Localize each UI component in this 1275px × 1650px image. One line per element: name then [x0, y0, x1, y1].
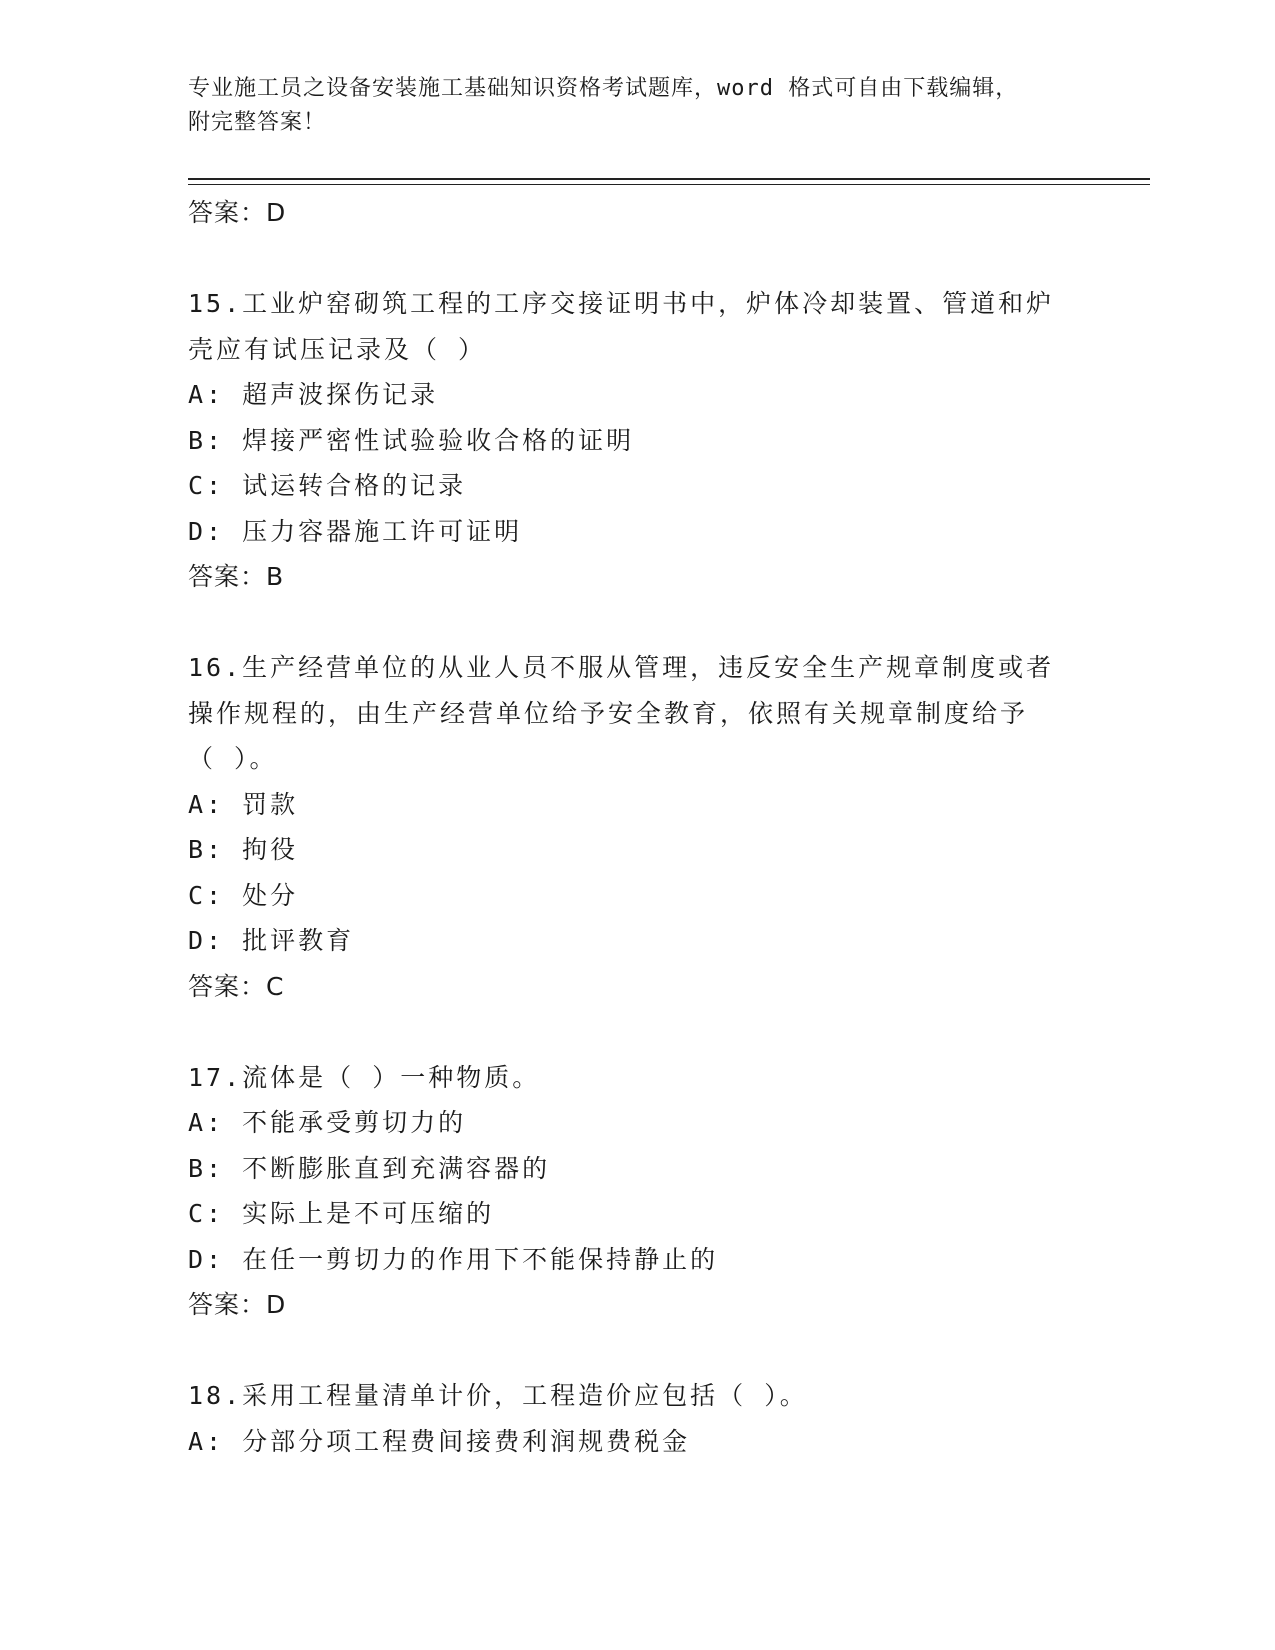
option-a: A: 超声波探伤记录: [188, 380, 439, 409]
question-list: [188, 190, 1088, 1464]
spacer: [188, 1009, 1088, 1055]
header-line-1: 专业施工员之设备安装施工基础知识资格考试题库，word 格式可自由下载编辑，: [188, 76, 1019, 101]
option-a: A: 罚款: [188, 789, 299, 819]
option-c: C: 试运转合格的记录: [188, 471, 467, 500]
option-c: C: 处分: [188, 880, 299, 910]
document-header: [188, 72, 1068, 140]
question-stem: 操作规程的，由生产经营单位给予安全教育，依照有关规章制度给予: [188, 698, 1029, 728]
question-block: [188, 281, 1088, 600]
option-a: A: 不能承受剪切力的: [188, 1108, 467, 1137]
question-block: [188, 1055, 1088, 1328]
option-a: A: 分部分项工程费间接费利润规费税金: [188, 1426, 691, 1456]
spacer: [188, 236, 1088, 282]
answer-line: 答案：D: [188, 198, 287, 227]
header-rule-thin: [188, 184, 1150, 185]
option-d: D: 批评教育: [188, 926, 355, 955]
option-b: B: 焊接严密性试验验收合格的证明: [188, 425, 635, 455]
answer-line: 答案：B: [188, 562, 285, 591]
option-b: B: 不断膨胀直到充满容器的: [188, 1153, 551, 1183]
option-c: C: 实际上是不可压缩的: [188, 1199, 495, 1228]
question-stem: 16.生产经营单位的从业人员不服从管理，违反安全生产规章制度或者: [188, 653, 1055, 682]
header-line-2: 附完整答案！: [188, 110, 327, 135]
question-stem: 17.流体是（ ）一种物质。: [188, 1062, 541, 1092]
option-b: B: 拘役: [188, 835, 299, 864]
answer-line: 答案：C: [188, 971, 285, 1001]
spacer: [188, 1328, 1088, 1374]
option-d: D: 在任一剪切力的作用下不能保持静止的: [188, 1244, 719, 1274]
question-stem: 18.采用工程量清单计价，工程造价应包括（ ）。: [188, 1381, 808, 1410]
answer-line: 答案：D: [188, 1290, 287, 1319]
option-d: D: 压力容器施工许可证明: [188, 516, 523, 546]
header-rule-thick: [188, 178, 1150, 180]
question-block: [188, 645, 1088, 1009]
question-stem: 壳应有试压记录及（ ）: [188, 334, 487, 364]
question-stem: 15.工业炉窑砌筑工程的工序交接证明书中，炉体冷却装置、管道和炉: [188, 289, 1055, 318]
question-stem: （ ）。: [188, 744, 278, 773]
spacer: [188, 600, 1088, 646]
question-block: [188, 1373, 1088, 1464]
